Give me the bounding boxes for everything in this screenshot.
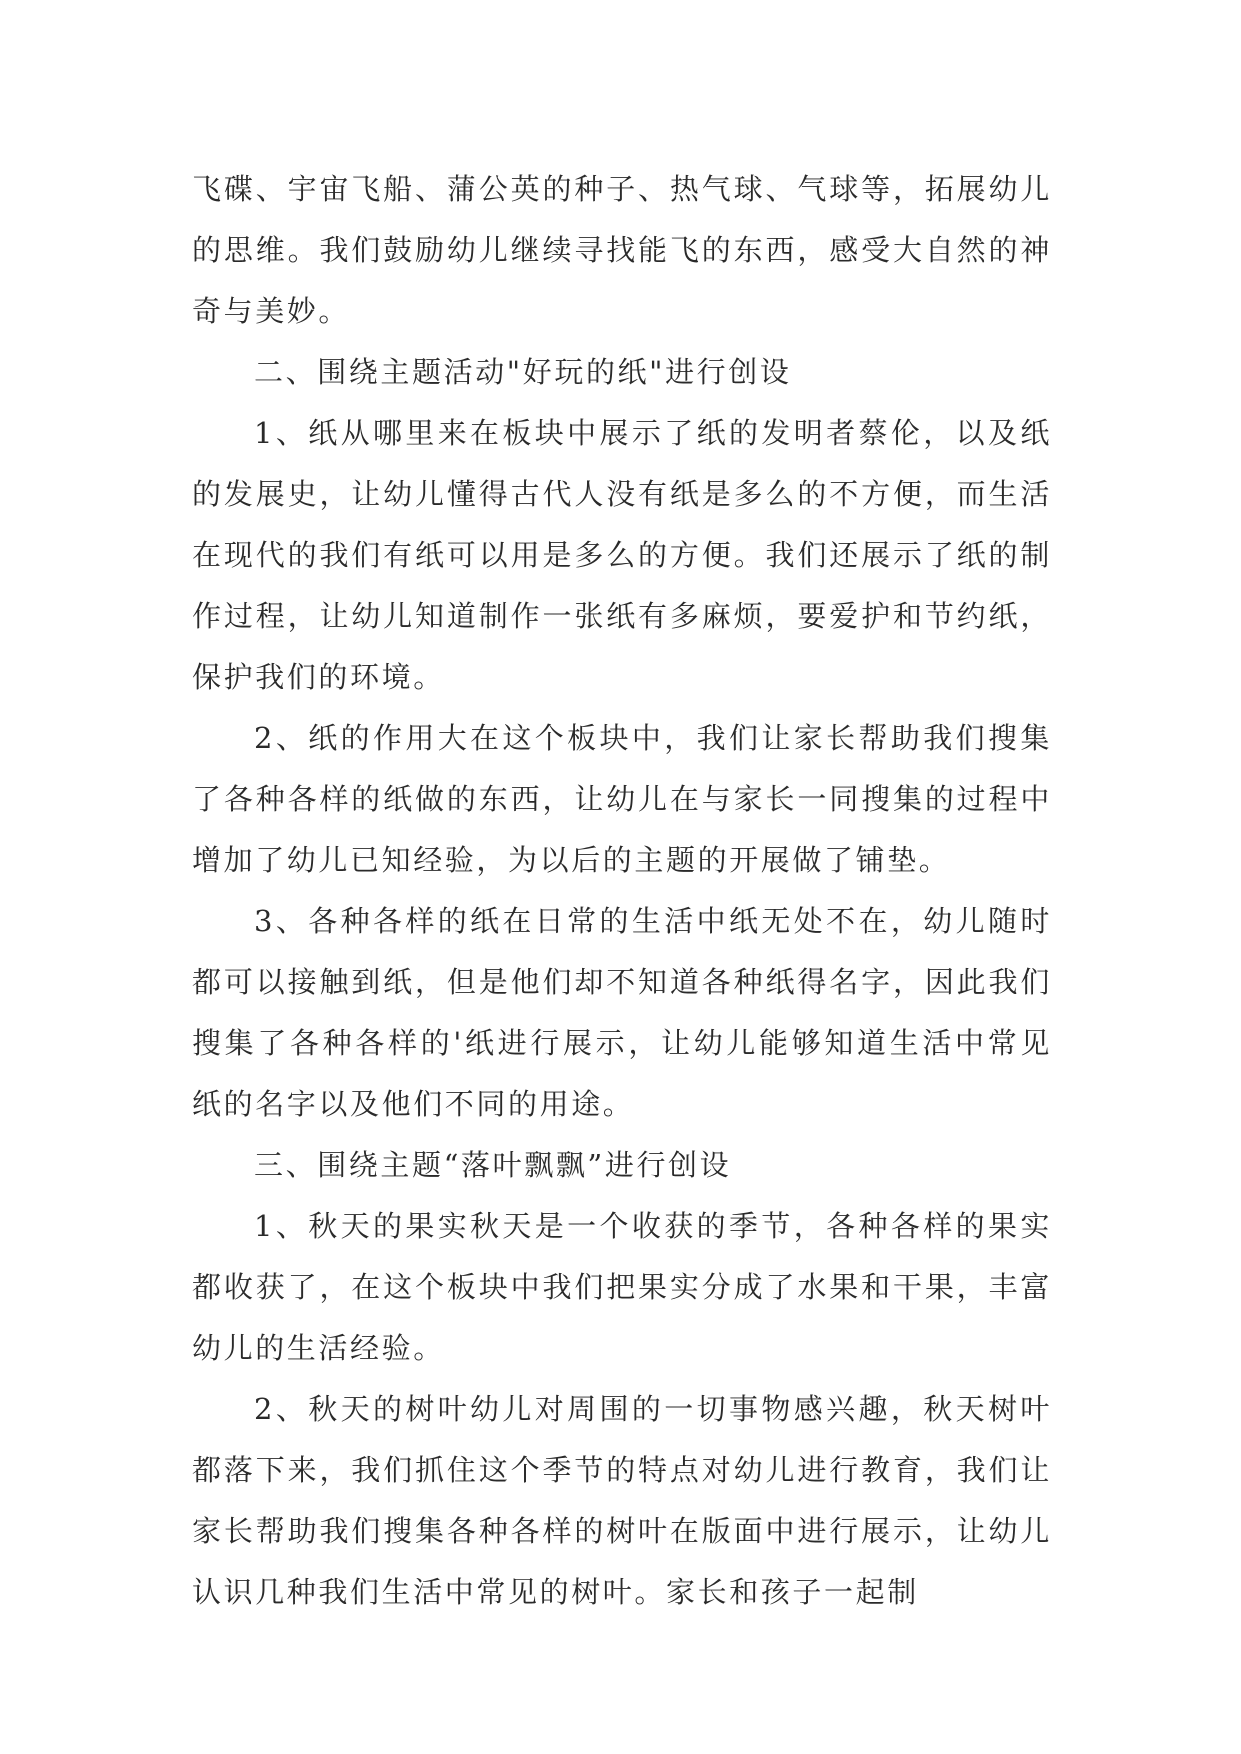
- paragraph-paper-types: 3、各种各样的纸在日常的生活中纸无处不在，幼儿随时都可以接触到纸，但是他们却不知道各种纸得名字，因此我们搜集了各种各样的'纸进行展示，让幼儿能够知道生活中常见纸的名字以及他们不同的用途。: [192, 904, 1052, 1121]
- paragraph-paper-usage: 2、纸的作用大在这个板块中，我们让家长帮助我们搜集了各种各样的纸做的东西，让幼儿在与家长一同搜集的过程中增加了幼儿已知经验，为以后的主题的开展做了铺垫。: [192, 721, 1052, 877]
- section-heading-paper: 二、围绕主题活动"好玩的纸"进行创设: [254, 355, 792, 389]
- paragraph-autumn-leaves: 2、秋天的树叶幼儿对周围的一切事物感兴趣，秋天树叶都落下来，我们抓住这个季节的特点对幼儿进行教育，我们让家长帮助我们搜集各种各样的树叶在版面中进行展示，让幼儿认识几种我们生活中常见的树叶。家长和孩子一起制: [192, 1392, 1052, 1609]
- paragraph-paper-origin: 1、纸从哪里来在板块中展示了纸的发明者蔡伦，以及纸的发展史，让幼儿懂得古代人没有纸是多么的不方便，而生活在现代的我们有纸可以用是多么的方便。我们还展示了纸的制作过程，让幼儿知道制作一张纸有多麻烦，要爱护和节约纸，保护我们的环境。: [192, 416, 1052, 694]
- paragraph-intro-continuation: 飞碟、宇宙飞船、蒲公英的种子、热气球、气球等，拓展幼儿的思维。我们鼓励幼儿继续寻找能飞的东西，感受大自然的神奇与美妙。: [192, 172, 1052, 328]
- section-heading-leaves: 三、围绕主题“落叶飘飘”进行创设: [254, 1148, 732, 1182]
- paragraph-autumn-fruits: 1、秋天的果实秋天是一个收获的季节，各种各样的果实都收获了，在这个板块中我们把果实分成了水果和干果，丰富幼儿的生活经验。: [192, 1209, 1052, 1365]
- document-body: [192, 159, 1052, 1623]
